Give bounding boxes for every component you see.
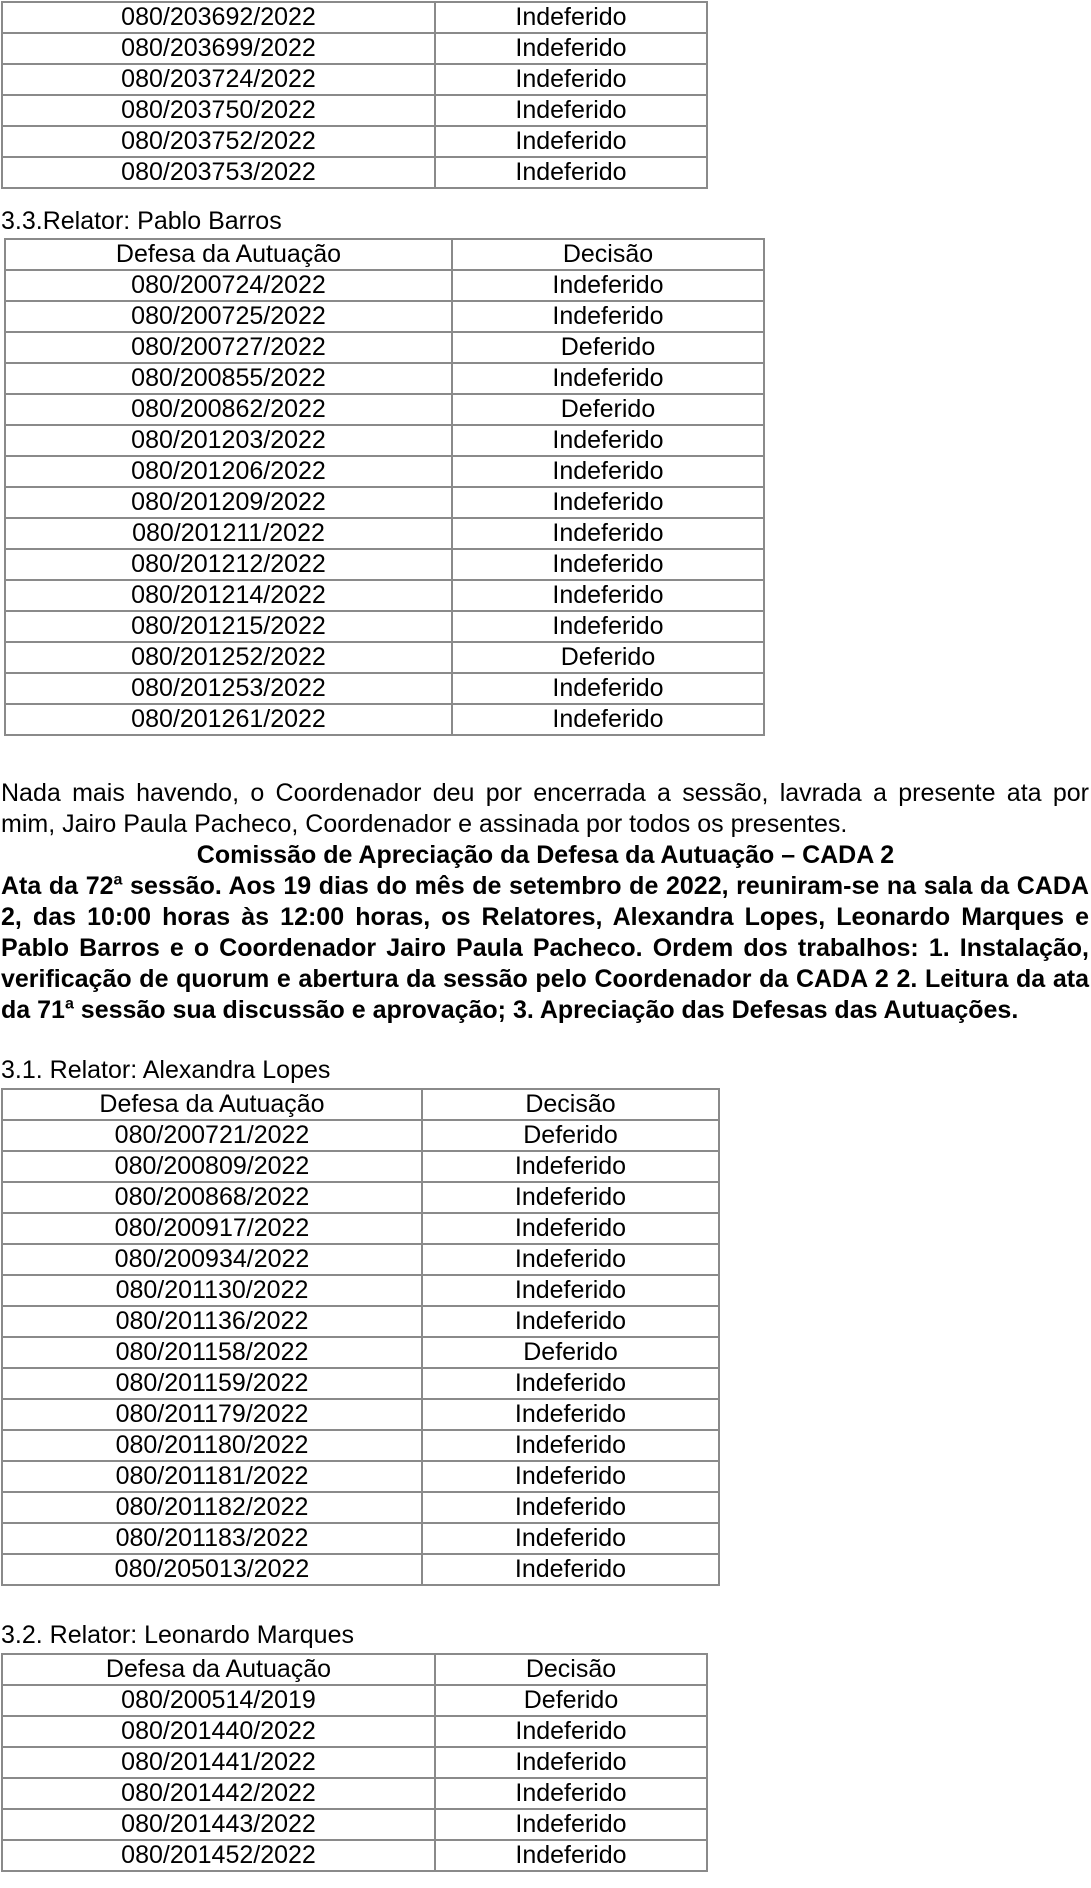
defesa-number-cell: 080/203750/2022 [2,95,435,126]
decisao-cell: Deferido [452,332,764,363]
defesa-number-cell: 080/201212/2022 [5,549,452,580]
decisao-cell: Deferido [422,1120,719,1151]
table-row [5,487,764,518]
decisao-cell: Indeferido [422,1399,719,1430]
minutes-intro-mid: sessão. Aos 19 dias do mês de setembro de 2022, reuniram-se na sala da CADA 2, das 10:00 horas às 12:00 horas, os Relatores, Alexandra Lopes, Leonardo Marques e Pablo Barros e o Coordenador Jairo Paula Pacheco. Ordem dos trabalhos: 1. Instalação, verificação de quorum e abertura da sessão pelo Coordenador da CADA 2 2. Leitura da ata da 71 [1,872,1089,1024]
defesa-number-cell: 080/203699/2022 [2,33,435,64]
defesa-number-cell: 080/200855/2022 [5,363,452,394]
defesa-number-cell: 080/201252/2022 [5,642,452,673]
decisao-cell: Indeferido [435,1809,707,1840]
decisao-cell: Indeferido [422,1306,719,1337]
table-row [5,301,764,332]
table-header-row [5,239,764,270]
defesa-number-cell: 080/201452/2022 [2,1840,435,1871]
decision-table-alexandra-lopes [1,1088,720,1586]
defesa-number-cell: 080/203724/2022 [2,64,435,95]
defesa-number-cell: 080/201159/2022 [2,1368,422,1399]
table-header-row [2,1654,707,1685]
decisao-cell: Deferido [452,394,764,425]
defesa-number-cell: 080/201180/2022 [2,1430,422,1461]
decisao-cell: Indeferido [435,1716,707,1747]
defesa-number-cell: 080/200721/2022 [2,1120,422,1151]
defesa-number-cell: 080/201203/2022 [5,425,452,456]
defesa-number-cell: 080/201443/2022 [2,1809,435,1840]
decisao-cell: Indeferido [452,487,764,518]
defesa-number-cell: 080/201214/2022 [5,580,452,611]
decisao-cell: Indeferido [422,1430,719,1461]
ordinal-mark: a [64,995,74,1013]
decisao-cell: Indeferido [435,64,707,95]
defesa-number-cell: 080/200727/2022 [5,332,452,363]
table-row [2,1492,719,1523]
defesa-number-cell: 080/200725/2022 [5,301,452,332]
table-row [2,1399,719,1430]
decisao-cell: Deferido [452,642,764,673]
table-row [5,642,764,673]
table-row [2,1151,719,1182]
table-row [2,1120,719,1151]
table-row [5,673,764,704]
table-row [2,1213,719,1244]
defesa-number-cell: 080/201442/2022 [2,1778,435,1809]
table-row [2,1275,719,1306]
closing-paragraph: Nada mais havendo, o Coordenador deu por encerrada a sessão, lavrada a presente ata por mim, Jairo Paula Pacheco, Coordenador e assinada por todos os presentes. [1,779,1089,838]
defesa-number-cell: 080/205013/2022 [2,1554,422,1585]
decisao-cell: Indeferido [422,1182,719,1213]
defesa-number-cell: 080/201181/2022 [2,1461,422,1492]
decisao-cell: Indeferido [422,1492,719,1523]
table-row [2,1430,719,1461]
defesa-number-cell: 080/203692/2022 [2,2,435,33]
table-row [5,270,764,301]
defesa-number-cell: 080/201182/2022 [2,1492,422,1523]
defesa-number-cell: 080/201158/2022 [2,1337,422,1368]
decisao-cell: Indeferido [452,673,764,704]
table-row [5,425,764,456]
column-header-defesa: Defesa da Autuação [5,239,452,270]
defesa-number-cell: 080/203752/2022 [2,126,435,157]
table-row [5,518,764,549]
decisao-cell: Indeferido [452,580,764,611]
defesa-number-cell: 080/200934/2022 [2,1244,422,1275]
table-row [2,1523,719,1554]
column-header-decisao: Decisão [422,1089,719,1120]
decision-table-leonardo-marques [1,1653,708,1872]
table-row [5,704,764,735]
decisao-cell: Indeferido [422,1213,719,1244]
table-row [5,363,764,394]
decisao-cell: Indeferido [422,1244,719,1275]
table-row [5,611,764,642]
defesa-number-cell: 080/201136/2022 [2,1306,422,1337]
defesa-number-cell: 080/201206/2022 [5,456,452,487]
minutes-paragraph [1,871,1089,1026]
column-header-decisao: Decisão [435,1654,707,1685]
minutes-intro-post: sessão sua discussão e aprovação; 3. Apreciação das Defesas das Autuações. [73,996,1019,1024]
decisao-cell: Indeferido [452,456,764,487]
table-row [2,2,707,33]
decision-table-pablo-barros [4,238,765,736]
decisao-cell: Indeferido [452,270,764,301]
decisao-cell: Indeferido [435,157,707,188]
commission-heading: Comissão de Apreciação da Defesa da Autuação – CADA 2 [196,841,895,869]
defesa-number-cell: 080/201261/2022 [5,704,452,735]
decisao-cell: Indeferido [422,1523,719,1554]
defesa-number-cell: 080/201209/2022 [5,487,452,518]
defesa-number-cell: 080/200862/2022 [5,394,452,425]
decisao-cell: Indeferido [435,95,707,126]
defesa-number-cell: 080/200514/2019 [2,1685,435,1716]
table-row [2,95,707,126]
column-header-defesa: Defesa da Autuação [2,1654,435,1685]
defesa-number-cell: 080/200868/2022 [2,1182,422,1213]
decisao-cell: Indeferido [422,1151,719,1182]
table-header-row [2,1089,719,1120]
defesa-number-cell: 080/201179/2022 [2,1399,422,1430]
column-header-decisao: Decisão [452,239,764,270]
decisao-cell: Indeferido [452,518,764,549]
defesa-number-cell: 080/201253/2022 [5,673,452,704]
table-row [5,580,764,611]
table-row [2,1461,719,1492]
table-row [2,33,707,64]
defesa-number-cell: 080/201211/2022 [5,518,452,549]
decisao-cell: Indeferido [452,549,764,580]
table-row [2,1716,707,1747]
column-header-defesa: Defesa da Autuação [2,1089,422,1120]
table-row [2,1685,707,1716]
defesa-number-cell: 080/200917/2022 [2,1213,422,1244]
table-row [2,1182,719,1213]
decisao-cell: Indeferido [435,2,707,33]
decisao-cell: Deferido [422,1337,719,1368]
defesa-number-cell: 080/201441/2022 [2,1747,435,1778]
defesa-number-cell: 080/201183/2022 [2,1523,422,1554]
table-row [5,332,764,363]
defesa-number-cell: 080/200809/2022 [2,1151,422,1182]
decisao-cell: Indeferido [452,301,764,332]
table-row [5,549,764,580]
decisao-cell: Indeferido [452,611,764,642]
section-3-1-label: 3.1. Relator: Alexandra Lopes [1,1056,331,1084]
decisao-cell: Indeferido [435,1778,707,1809]
defesa-number-cell: 080/201215/2022 [5,611,452,642]
table-row [2,1840,707,1871]
decisao-cell: Deferido [435,1685,707,1716]
table-row [5,456,764,487]
decisao-cell: Indeferido [435,33,707,64]
decisao-cell: Indeferido [435,1747,707,1778]
decisao-cell: Indeferido [452,425,764,456]
table-row [2,1337,719,1368]
table-row [2,157,707,188]
table-row [2,1778,707,1809]
table-row [2,1747,707,1778]
table-row [2,64,707,95]
minutes-intro-pre: Ata da 72 [1,872,114,900]
decisao-cell: Indeferido [422,1368,719,1399]
section-3-2-label: 3.2. Relator: Leonardo Marques [1,1621,354,1649]
defesa-number-cell: 080/201130/2022 [2,1275,422,1306]
defesa-number-cell: 080/201440/2022 [2,1716,435,1747]
decisao-cell: Indeferido [435,1840,707,1871]
decisao-cell: Indeferido [452,363,764,394]
table-row [2,1809,707,1840]
decision-table-continued [1,1,708,189]
decisao-cell: Indeferido [422,1461,719,1492]
table-row [2,1554,719,1585]
decisao-cell: Indeferido [422,1554,719,1585]
table-row [2,1244,719,1275]
table-row [5,394,764,425]
decisao-cell: Indeferido [435,126,707,157]
section-3-3-label: 3.3.Relator: Pablo Barros [1,207,282,235]
table-row [2,1368,719,1399]
table-row [2,126,707,157]
ordinal-mark: a [113,871,123,889]
decisao-cell: Indeferido [422,1275,719,1306]
decisao-cell: Indeferido [452,704,764,735]
defesa-number-cell: 080/200724/2022 [5,270,452,301]
defesa-number-cell: 080/203753/2022 [2,157,435,188]
table-row [2,1306,719,1337]
